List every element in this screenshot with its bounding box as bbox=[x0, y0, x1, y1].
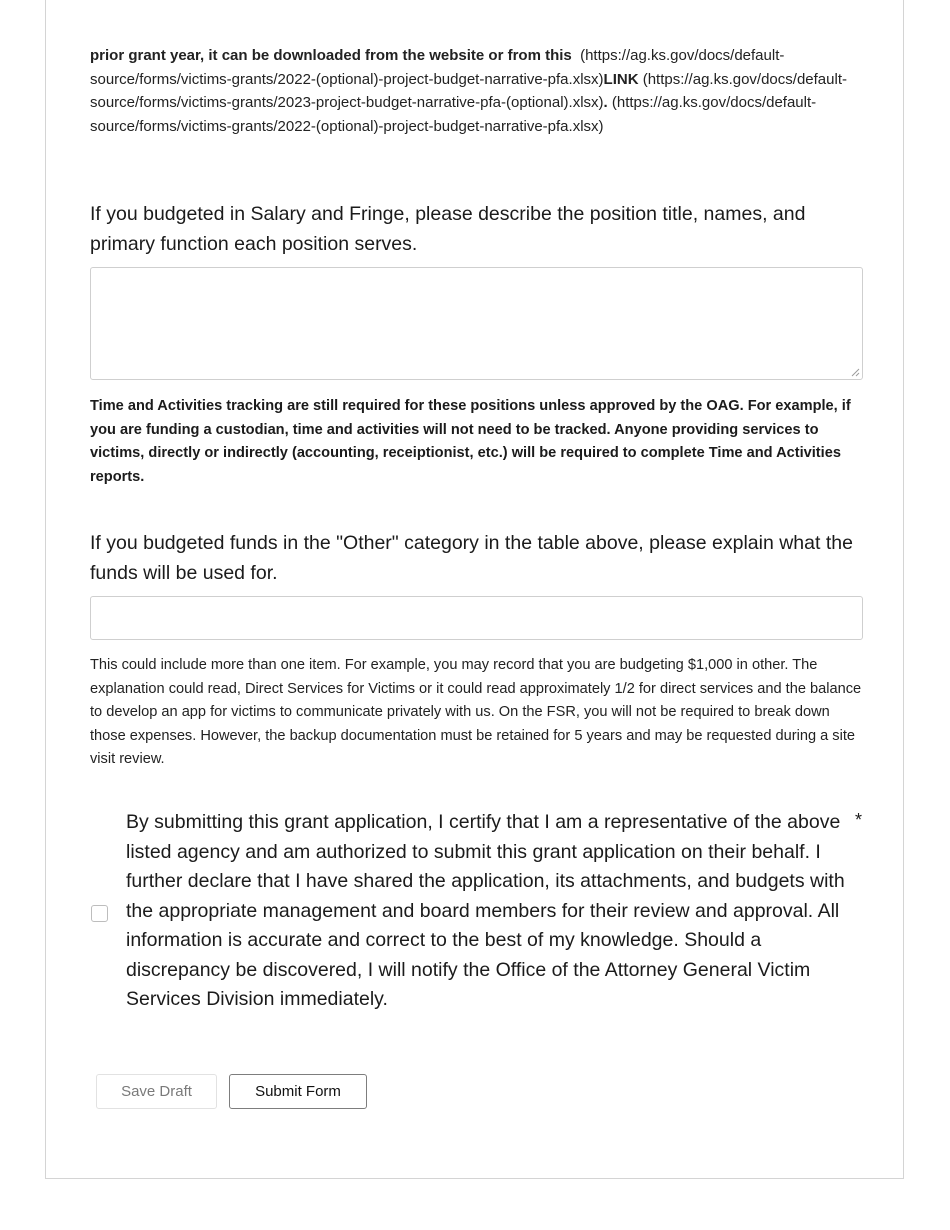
salary-fringe-textarea[interactable] bbox=[90, 267, 863, 380]
links-period: . bbox=[603, 94, 608, 111]
time-activities-help: Time and Activities tracking are still required for these positions unless approved by the OAG. For example, if you are funding a custodian, time and activities will not need to be tracked. Anyone providing services to victims, directly or indirectly (accounting, receiptionist, etc.) will be required to complete Time and Activities reports. bbox=[90, 398, 851, 485]
budget-link[interactable]: LINK bbox=[603, 70, 639, 88]
certification-text: By submitting this grant application, I certify that I am a representative of the above listed agency and am authorized to submit this grant application on their behalf. I further declare that I have shared the application, its attachments, and budgets with the appropriate management and board members for their review and approval. All information is accurate and correct to the best of my knowledge. Should a discrepancy be discovered, I will notify the Office of the Attorney General Victim Services Division immediately. bbox=[126, 811, 845, 1010]
submit-form-button[interactable]: Submit Form bbox=[229, 1074, 367, 1109]
other-category-question bbox=[90, 528, 866, 588]
salary-fringe-question bbox=[90, 199, 866, 259]
other-category-label: If you budgeted funds in the "Other" category in the table above, please explain what the funds will be used for. bbox=[90, 532, 853, 584]
form-content bbox=[90, 44, 866, 1100]
links-lead-text: prior grant year, it can be downloaded from the website or from this bbox=[90, 47, 572, 64]
required-marker: * bbox=[855, 810, 863, 830]
salary-fringe-label: If you budgeted in Salary and Fringe, please describe the position title, names, and primary function each position serves. bbox=[90, 203, 806, 255]
other-category-input[interactable] bbox=[90, 596, 863, 640]
form-card bbox=[45, 0, 904, 1179]
budget-link-url-3[interactable]: (https://ag.ks.gov/docs/default-source/forms/victims-grants/2022-(optional)-project-budget-narrative-pfa.xlsx) bbox=[90, 94, 817, 135]
certification-field bbox=[90, 808, 866, 1018]
save-draft-button[interactable]: Save Draft bbox=[96, 1074, 217, 1109]
resize-grip-icon[interactable] bbox=[851, 368, 860, 377]
certification-checkbox[interactable] bbox=[91, 905, 108, 922]
budget-link-url-1[interactable]: (https://ag.ks.gov/docs/default-source/forms/victims-grants/2022-(optional)-project-budget-narrative-pfa.xlsx) bbox=[90, 47, 785, 88]
budget-link-url-2[interactable]: (https://ag.ks.gov/docs/default-source/forms/victims-grants/2023-project-budget-narrative-pfa-(optional).xlsx) bbox=[90, 70, 847, 111]
other-category-help: This could include more than one item. For example, you may record that you are budgeting $1,000 in other. The explanation could read, Direct Services for Victims or it could read approximately 1/2 for direct services and the balance to develop an app for victims to communicate privately with us. On the FSR, you will not be required to break down those expenses. However, the backup documentation must be retained for 5 years and may be requested during a site visit review. bbox=[90, 657, 862, 767]
budget-narrative-links bbox=[90, 44, 866, 138]
